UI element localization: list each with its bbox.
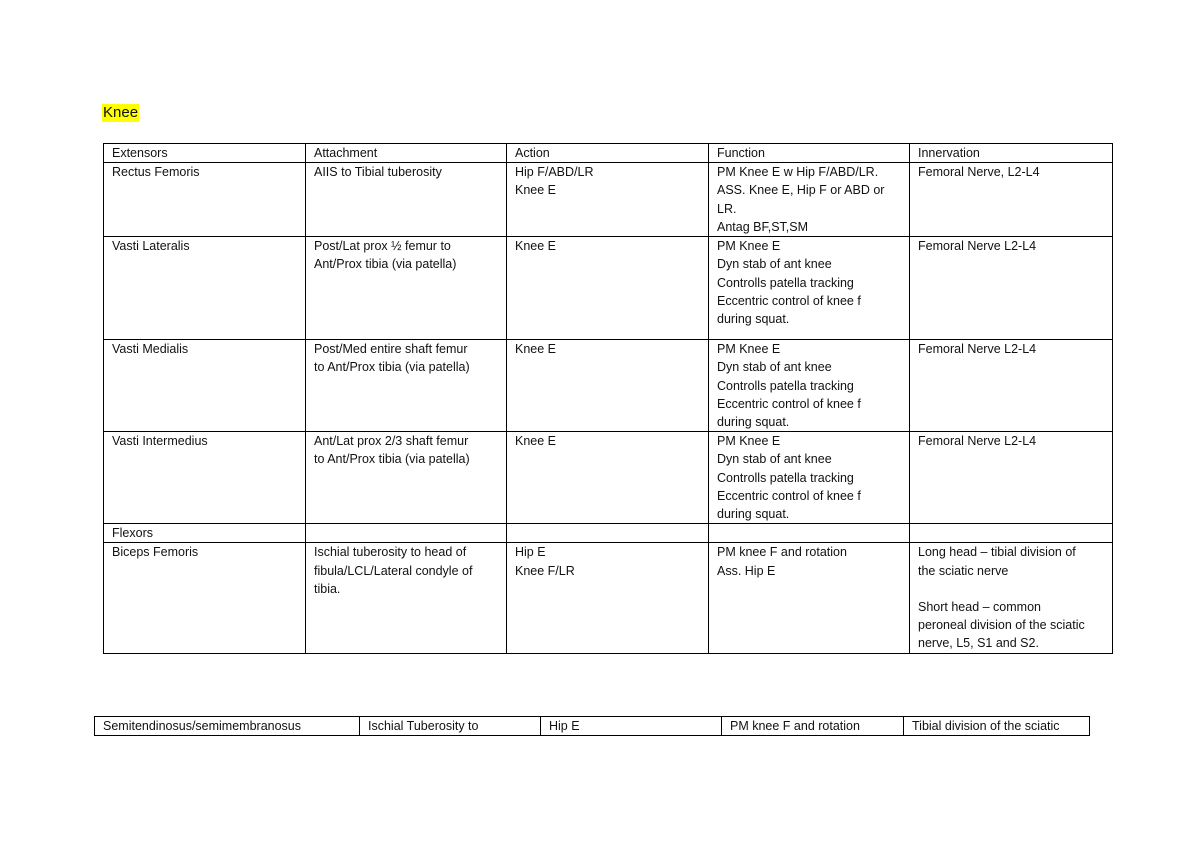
action-cell: [507, 432, 709, 524]
table-row: [104, 340, 1113, 432]
action-line: Knee E: [515, 239, 557, 254]
innervation-cell: [910, 340, 1113, 432]
header-extensors: Extensors: [104, 144, 306, 163]
action-line: Knee E: [515, 342, 557, 357]
innervation-line: Femoral Nerve, L2-L4: [918, 165, 1040, 180]
section-row-flexors: [104, 524, 1113, 543]
function-line: Controlls patella tracking: [717, 470, 854, 485]
attachment-line: to Ant/Prox tibia (via patella): [314, 360, 470, 375]
attachment-line: Post/Lat prox ½ femur to: [314, 239, 451, 254]
innervation-cell: Tibial division of the sciatic: [904, 717, 1090, 736]
muscle-cell: Vasti Lateralis: [104, 237, 306, 340]
function-line: PM knee F and rotation: [717, 545, 847, 560]
knee-muscle-table: [103, 143, 1113, 654]
muscle-cell: Biceps Femoris: [104, 543, 306, 654]
innervation-line: Short head – common: [918, 600, 1041, 615]
function-line: Eccentric control of knee f: [717, 293, 861, 308]
innervation-line: Long head – tibial division of: [918, 545, 1076, 560]
attachment-line: Ant/Lat prox 2/3 shaft femur: [314, 434, 469, 449]
function-cell: [709, 543, 910, 654]
table-row: [95, 717, 1090, 736]
function-line: Controlls patella tracking: [717, 275, 854, 290]
muscle-cell: Semitendinosus/semimembranosus: [95, 717, 360, 736]
function-line: Dyn stab of ant knee: [717, 360, 832, 375]
innervation-cell: [910, 237, 1113, 340]
function-cell: [709, 340, 910, 432]
function-line: PM Knee E: [717, 239, 781, 254]
innervation-line: peroneal division of the sciatic: [918, 618, 1085, 633]
function-line: Dyn stab of ant knee: [717, 257, 832, 272]
table-row: [104, 237, 1113, 340]
attachment-line: Post/Med entire shaft femur: [314, 342, 468, 357]
attachment-line: to Ant/Prox tibia (via patella): [314, 452, 470, 467]
header-action: Action: [507, 144, 709, 163]
header-innervation: Innervation: [910, 144, 1113, 163]
function-line: during squat.: [717, 415, 790, 430]
function-line: Antag BF,ST,SM: [717, 219, 809, 234]
function-line: ASS. Knee E, Hip F or ABD or: [717, 183, 885, 198]
function-line: Dyn stab of ant knee: [717, 452, 832, 467]
innervation-cell: [910, 543, 1113, 654]
header-attachment: Attachment: [306, 144, 507, 163]
attachment-cell: [306, 237, 507, 340]
attachment-line: AIIS to Tibial tuberosity: [314, 165, 442, 180]
function-cell: [709, 237, 910, 340]
table-row: [104, 543, 1113, 654]
action-line: Hip E: [515, 545, 546, 560]
attachment-cell: [306, 340, 507, 432]
action-line: Knee E: [515, 434, 557, 449]
action-line: Hip F/ABD/LR: [515, 165, 594, 180]
empty-cell: [306, 524, 507, 543]
function-line: Controlls patella tracking: [717, 378, 854, 393]
function-line: Ass. Hip E: [717, 563, 776, 578]
action-cell: [507, 163, 709, 237]
action-line: Knee E: [515, 183, 557, 198]
attachment-line: Ischial tuberosity to head of: [314, 545, 467, 560]
action-line: Knee F/LR: [515, 563, 575, 578]
function-line: LR.: [717, 201, 737, 216]
function-cell: PM knee F and rotation: [722, 717, 904, 736]
innervation-line: nerve, L5, S1 and S2.: [918, 636, 1039, 651]
action-cell: [507, 543, 709, 654]
function-line: Eccentric control of knee f: [717, 396, 861, 411]
empty-cell: [910, 524, 1113, 543]
innervation-cell: [910, 432, 1113, 524]
attachment-cell: [306, 163, 507, 237]
header-function: Function: [709, 144, 910, 163]
innervation-line: the sciatic nerve: [918, 563, 1009, 578]
empty-cell: [709, 524, 910, 543]
table-row: [104, 432, 1113, 524]
innervation-line: Femoral Nerve L2-L4: [918, 239, 1037, 254]
function-line: PM Knee E: [717, 342, 781, 357]
table-row: [104, 163, 1113, 237]
innervation-line: Femoral Nerve L2-L4: [918, 342, 1037, 357]
attachment-line: fibula/LCL/Lateral condyle of: [314, 563, 473, 578]
muscle-cell: Rectus Femoris: [104, 163, 306, 237]
muscle-cell: Vasti Medialis: [104, 340, 306, 432]
function-line: Eccentric control of knee f: [717, 488, 861, 503]
empty-cell: [507, 524, 709, 543]
action-cell: [507, 340, 709, 432]
function-cell: [709, 163, 910, 237]
function-cell: [709, 432, 910, 524]
function-line: PM Knee E: [717, 434, 781, 449]
innervation-cell: [910, 163, 1113, 237]
function-line: during squat.: [717, 312, 790, 327]
attachment-line: Ant/Prox tibia (via patella): [314, 257, 457, 272]
attachment-line: tibia.: [314, 581, 341, 596]
attachment-cell: [306, 432, 507, 524]
innervation-line: Femoral Nerve L2-L4: [918, 434, 1037, 449]
continuation-table: [94, 716, 1090, 736]
section-label: Flexors: [104, 524, 306, 543]
attachment-cell: [306, 543, 507, 654]
page-title: Knee: [103, 104, 139, 121]
function-line: during squat.: [717, 507, 790, 522]
spacer: [918, 580, 1108, 598]
attachment-cell: Ischial Tuberosity to: [360, 717, 541, 736]
function-line: PM Knee E w Hip F/ABD/LR.: [717, 165, 879, 180]
action-cell: [507, 237, 709, 340]
action-cell: Hip E: [541, 717, 722, 736]
muscle-cell: Vasti Intermedius: [104, 432, 306, 524]
table-header-row: [104, 144, 1113, 163]
